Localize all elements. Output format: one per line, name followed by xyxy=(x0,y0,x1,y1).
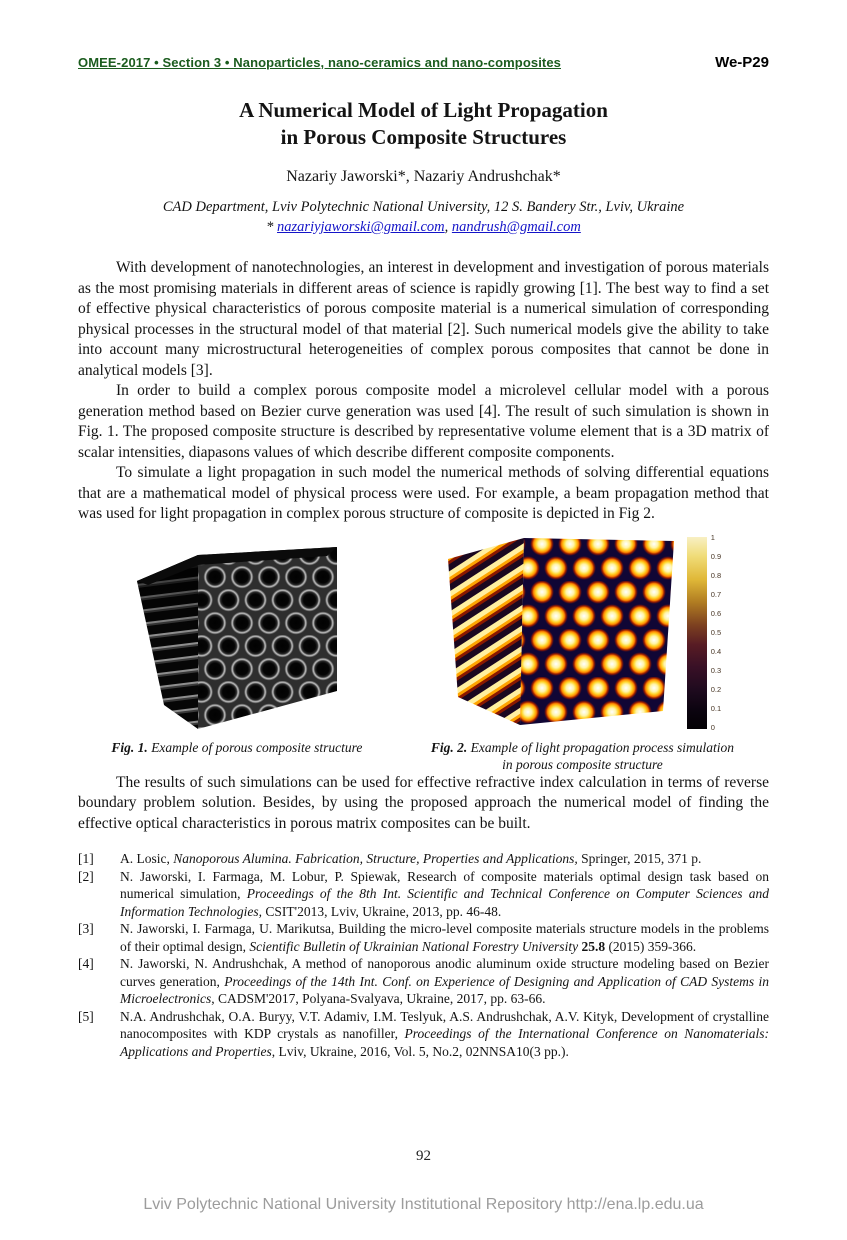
reference-item xyxy=(78,868,769,921)
email-link-1[interactable]: nazariyjaworski@gmail.com xyxy=(277,219,445,235)
figures-row xyxy=(78,531,769,735)
page-number: 92 xyxy=(416,1148,431,1164)
reference-item xyxy=(78,920,769,955)
colorbar-tick: 0.3 xyxy=(710,666,722,676)
conference-section-header: OMEE-2017 • Section 3 • Nanoparticles, nano-ceramics and nano-composites xyxy=(78,55,561,70)
figure-1-caption xyxy=(78,739,396,773)
figure-2-caption-line2: in porous composite structure xyxy=(502,756,663,772)
colorbar-tick: 0.1 xyxy=(710,704,722,714)
authors-line: Nazariy Jaworski*, Nazariy Andrushchak* xyxy=(286,168,561,185)
email-prefix: * xyxy=(266,219,278,235)
reference-text: N. Jaworski, N. Andrushchak, A method of nanoporous anodic aluminum oxide structure modeling based on Bezier curves generation, Proceedings of the 14th Int. Conf. on Experience of Designing and Application of CAD Systems in Microelectronics, CADSM'2017, Polyana-Svalyava, Ukraine, 2017, pp. 63-66. xyxy=(120,956,769,1006)
reference-number: [4] xyxy=(78,956,94,971)
figure-1-caption-text: Example of porous composite structure xyxy=(147,739,363,755)
email-link-2[interactable]: nandrush@gmail.com xyxy=(451,219,581,235)
figure-2-caption-line1: Example of light propagation process simulation xyxy=(467,739,734,755)
colorbar-tick: 1 xyxy=(710,532,715,542)
figure-2-group xyxy=(444,533,721,733)
colorbar-tick: 0 xyxy=(710,723,715,733)
repository-footer: Lviv Polytechnic National University Institutional Repository http://ena.lp.edu.ua xyxy=(143,1196,704,1213)
figure-2-caption-label: Fig. 2. xyxy=(430,739,468,755)
colorbar xyxy=(687,537,707,729)
page-header xyxy=(78,0,769,71)
reference-item xyxy=(78,850,769,868)
body-paragraph-2: In order to build a complex porous composite model a microlevel cellular model with a porous generation method based on Bezier curve generation was used [4]. The result of such simulation is shown in Fig. 1. The proposed composite structure is described by representative volume element that is a 3D matrix of scalar intensities, diapasons values of which describe different composite components. xyxy=(78,382,769,461)
references-list xyxy=(78,850,769,1060)
reference-number: [1] xyxy=(78,851,94,866)
colorbar-tick: 0.4 xyxy=(710,647,722,657)
affiliation-line: CAD Department, Lviv Polytechnic National University, 12 S. Bandery Str., Lviv, Ukraine xyxy=(162,199,685,215)
figure-2-light-propagation-image xyxy=(444,533,679,733)
figure-2-caption xyxy=(396,739,769,773)
reference-number: [3] xyxy=(78,921,94,936)
body-paragraph-4: The results of such simulations can be used for effective refractive index calculation in terms of reverse boundary problem solution. Besides, by using the proposed approach the numerical model of finding the effective optical characteristics in porous matrix composites can be built. xyxy=(78,773,769,832)
colorbar-tick: 0.7 xyxy=(710,589,722,599)
body-paragraph-3: To simulate a light propagation in such model the numerical methods of solving differential equations that are a mathematical model of physical process were used. For example, a beam propagation method that was used for light propagation in complex porous structure of composite is depicted in Fig 2. xyxy=(78,464,769,522)
colorbar-tick: 0.6 xyxy=(710,608,722,618)
reference-text: A. Losic, Nanoporous Alumina. Fabrication, Structure, Properties and Applications, Springer, 2015, 371 p. xyxy=(120,851,702,866)
colorbar-tick: 0.2 xyxy=(710,685,722,695)
reference-text: N.A. Andrushchak, O.A. Buryy, V.T. Adamiv, I.M. Teslyuk, A.S. Andrushchak, A.V. Kityk, Development of crystalline nanocomposites with KDP crystals as nanofiller, Proceedings of the International Conference on Nanomaterials: Applications and Properties, Lviv, Ukraine, 2016, Vol. 5, No.2, 02NNSA10(3 pp.). xyxy=(120,1008,769,1059)
captions-row xyxy=(78,739,769,773)
figure-2-container xyxy=(396,531,769,735)
reference-item xyxy=(78,1008,769,1061)
colorbar-tick-labels xyxy=(711,533,721,733)
colorbar-tick: 0.8 xyxy=(710,570,722,580)
reference-number: [2] xyxy=(78,868,94,884)
figure-1-container xyxy=(78,531,396,735)
figure-1-porous-cube-image xyxy=(134,543,339,733)
email-separator: , xyxy=(444,219,452,235)
figure-1-caption-label: Fig. 1. xyxy=(111,739,148,755)
paper-title-line1: A Numerical Model of Light Propagation xyxy=(239,98,608,122)
body-paragraph-1: With development of nanotechnologies, an interest in development and investigation of porous materials as the most promising materials in different areas of science is rapidly growing [1]. The best way to find a set of effective physical characteristics of porous composite material is a numerical simulation of corresponding physical processes in the structural model of that material [2]. Such numerical models give the ability to take into account many microstructural heterogeneities of complex porous composites that cannot be done in analytical models [3]. xyxy=(78,259,769,379)
colorbar-tick: 0.9 xyxy=(710,551,722,561)
paper-title-line2: in Porous Composite Structures xyxy=(280,125,567,149)
reference-text: N. Jaworski, I. Farmaga, U. Marikutsa, Building the micro-level composite materials structure models in the problems of their optimal design, Scientific Bulletin of Ukrainian National Forestry University 25.8 (2015) 359-366. xyxy=(120,921,769,954)
email-line xyxy=(78,219,769,236)
session-code: We-P29 xyxy=(715,54,769,71)
paper-title xyxy=(78,97,769,151)
colorbar-tick: 0.5 xyxy=(710,627,722,637)
reference-number: [5] xyxy=(78,1008,94,1024)
reference-item xyxy=(78,955,769,1008)
reference-text: N. Jaworski, I. Farmaga, M. Lobur, P. Spiewak, Research of composite materials optimal design task based on numerical simulation, Proceedings of the 8th Int. Scientific and Technical Conference on Computer Sciences and Information Technologies, CSIT'2013, Lviv, Ukraine, 2013, pp. 46-48. xyxy=(120,868,769,919)
